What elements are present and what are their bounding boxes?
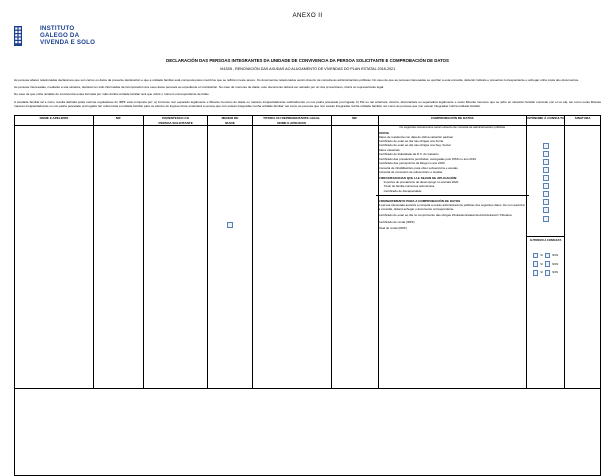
section-title-circunstancias: CIRCUNSTANCIAS QUE LLE SEXAN DE APLICACIÓN: <box>378 175 458 180</box>
authorize-no-checkbox[interactable] <box>545 261 550 266</box>
oponome-checkbox[interactable] <box>543 216 549 222</box>
consent-section <box>376 195 529 230</box>
authorize-yesno-row <box>527 270 564 275</box>
oponome-checkbox[interactable] <box>543 183 549 189</box>
consent-item: Nivel de renda (IRPF) <box>378 225 408 230</box>
doc-item: Certificado de titularidade da D.X. do Catastro <box>378 152 439 157</box>
col-header-parentesco-l1: PARENTESCO CO <box>162 116 190 121</box>
section-title-dxuve: DXUVE <box>378 130 390 135</box>
col-header-nif: NIF <box>93 116 143 125</box>
col-header-menor-l2: IDADE <box>225 120 235 125</box>
yes-label: SI <box>540 253 543 257</box>
consent-item: Certificado de renda (IRPF) <box>378 219 415 224</box>
igvs-logo-icon <box>14 26 36 46</box>
oponome-checkbox[interactable] <box>543 191 549 197</box>
col-header-sinatura: SINATURA <box>565 116 601 125</box>
cell-nome-apelidos[interactable] <box>15 125 94 388</box>
col-header-comprobacion: COMPROBACIÓN DE DATOS <box>378 116 526 125</box>
authorize-yes-checkbox[interactable] <box>533 253 538 258</box>
doc-item: Datos de residencia con data de última variación padroal <box>378 134 453 139</box>
cell-nif[interactable] <box>93 125 143 388</box>
authorize-yesno-row <box>527 253 564 258</box>
oponome-checkbox[interactable] <box>543 159 549 165</box>
oponome-checkbox[interactable] <box>543 207 549 213</box>
paragraph-4: A axudade familiar tal e como resulta definida polas normas reguladoras do IRPF está composta por: a) Cónxuxe non separado legalmente e fillos/as menores de idade ou maiores incapacitados/as xudicialmente ou cos patria potestade prorrogada. b) Pai ou nai solteiro/a, viúvo/a, divorciado/a ou separado/a legalmente e os/as fillos/as menores que se ache en situación familiar convivan con el ou ela, así como os/as fillos/as maiores incapacitados/as ou con patria potestade prorrogada. En referencias a unidade familiar para os efectos do ingreso brute entenderá a persoa que non estean integradas nunha unidade familiar, así como as persoas que non estean integradas nunha unidade familiar, así como as persoas que non estean integradas nunha unidade familiar. <box>14 99 601 109</box>
doc-item: Certificado das percepcións da Rioga no ano 2020 <box>378 161 445 166</box>
logo-block <box>14 25 601 46</box>
logo-line-1: INSTITUTO <box>40 25 75 32</box>
paragraph-2: As persoas interesadas, mediante a súa sinatura, declaran ter sido informadas da incorporación dos seus datos persoais ao expediente en tramitación. No caso de menores de idade, este documento deberá ser asinado por un dos proxenitores, titor/a ou representante legal. <box>14 85 385 90</box>
circ-item: Importes de prestacións de desemprego no ano/ata 2020 <box>383 179 459 184</box>
col-header-titor <box>252 116 331 125</box>
comprobacion-intro: Os seguintes documentos serán obxecto de consulta ás administracións públicas <box>399 124 506 129</box>
oponome-checkbox[interactable] <box>543 151 549 157</box>
col-header-titor-l1: TITOR/A OU REPRESENTANTE LEGAL <box>263 116 321 121</box>
table-body-row <box>15 125 601 388</box>
authorize-consult-header: AUTORIZO A CONSULTA <box>527 236 564 244</box>
circ-item: Título de familia numerosa autonómica <box>383 184 435 189</box>
col-header-nome-apelidos: NOME E APELIDOS <box>15 116 94 125</box>
col-header-menor-l1: MENOR DE <box>221 116 239 121</box>
table-continuation-area[interactable] <box>14 389 601 476</box>
logo-line-3: VIVENDA E SOLO <box>40 39 96 47</box>
doc-item: Consulta de inhabilitacións para obter subvencións e axudas <box>378 165 458 170</box>
no-label: NON <box>552 253 559 257</box>
page-title: DECLARACIÓN DAS PERSOAS INTEGRANTES DA UNIDADE DE CONVIVENCIA DA PERSOA SOLICITANTE E COMPROBACIÓN DE DATOS <box>166 58 449 64</box>
doc-item: Consulta de concesión de subvencións e axudas <box>378 169 443 174</box>
cell-sinatura[interactable] <box>565 125 601 388</box>
col-header-parentesco <box>143 116 207 125</box>
yes-label: SI <box>540 271 543 275</box>
table-header-row <box>15 116 601 125</box>
authorize-no-checkbox[interactable] <box>545 270 550 275</box>
paragraph-3: No caso de que unha unidade de convivencia estea formada por máis dunha unidade familiar terá que cubrir o número correspondente de follas. <box>14 92 210 97</box>
authorize-yesno-group <box>527 244 564 276</box>
cell-menor-idade[interactable] <box>208 125 252 388</box>
doc-item: Certificado de estar ao día nas obrigas coa Seg. Social <box>378 143 451 148</box>
authorize-yes-checkbox[interactable] <box>533 261 538 266</box>
oponome-checkbox[interactable] <box>543 175 549 181</box>
paragraph-1: As persoas abaixo relacionadas declaramos que son certos os datos da presente declaración e que a unidade familiar está composta polos membros que se reflicten neste anexo. Os documentos relacionados serán obxecto de consulta ás administracións públicas. No caso de que as persoas interesadas se opoñan a esta consulta, deberán indicalo e presentar correspondente e achegar unha copia dos documentos. <box>14 77 580 82</box>
logo-text <box>40 25 95 46</box>
cell-oponome-consulta <box>526 125 564 388</box>
circ-item: Certificado de discapacidade <box>383 188 422 193</box>
authorize-yes-checkbox[interactable] <box>533 270 538 275</box>
yes-label: SI <box>540 262 543 266</box>
annex-title: ANEXO II <box>292 12 323 19</box>
authorize-no-checkbox[interactable] <box>545 253 550 258</box>
menor-idade-checkbox-wrap <box>208 126 251 228</box>
oponome-checkbox[interactable] <box>543 167 549 173</box>
oponome-checkbox-group-dxuve <box>527 126 564 222</box>
no-label: NON <box>552 262 559 266</box>
section-title-consentimento: CONSENTIMENTO PARA A COMPROBACIÓN DE DATOS <box>378 199 461 204</box>
cell-titor-nif[interactable] <box>331 125 378 388</box>
cell-comprobacion-datos <box>378 125 526 388</box>
doc-item: Certificado de estar ao día nas obrigas coa Xunta <box>378 138 444 143</box>
menor-idade-checkbox[interactable] <box>227 222 233 228</box>
col-header-oponome: OPÓNOME Á CONSULTA <box>526 116 564 125</box>
oponome-checkbox[interactable] <box>543 143 549 149</box>
col-header-menor-idade <box>208 116 252 125</box>
doc-item: Datos catastrais <box>378 147 400 152</box>
declaration-table <box>14 115 601 388</box>
doc-item: Certificado das prestacións percibidas, outorgadas polo INSS no ano 2019 <box>378 156 476 161</box>
col-header-titor-nif: NIF <box>331 116 378 125</box>
col-header-parentesco-l2: PERSOA SOLICITANTE <box>158 120 193 125</box>
cell-parentesco[interactable] <box>143 125 207 388</box>
consent-item: Certificado de estar ao día no cumprimento das obrigas tributarias Estatal da Administración Tributaria <box>378 213 512 218</box>
procedure-code: VI432B - RENOVACIÓN DAS AXUDAS AO ALUGAMENTO DE VIVENDAS DO PLAN ESTATAL 2018-2021 <box>219 66 396 71</box>
authorize-yesno-row <box>527 261 564 266</box>
logo-line-2: GALEGO DA <box>40 32 80 40</box>
cell-titor-nome[interactable] <box>252 125 331 388</box>
col-header-titor-l2: NOME E APELIDOS <box>277 120 306 125</box>
oponome-checkbox[interactable] <box>543 199 549 205</box>
no-label: NON <box>552 271 559 275</box>
consent-note: A persoa interesada autoriza a consulta a outras administracións públicas dos seguintes datos. De non autorizar a consulta, deberá achegar o documento correspondente. <box>378 203 525 212</box>
